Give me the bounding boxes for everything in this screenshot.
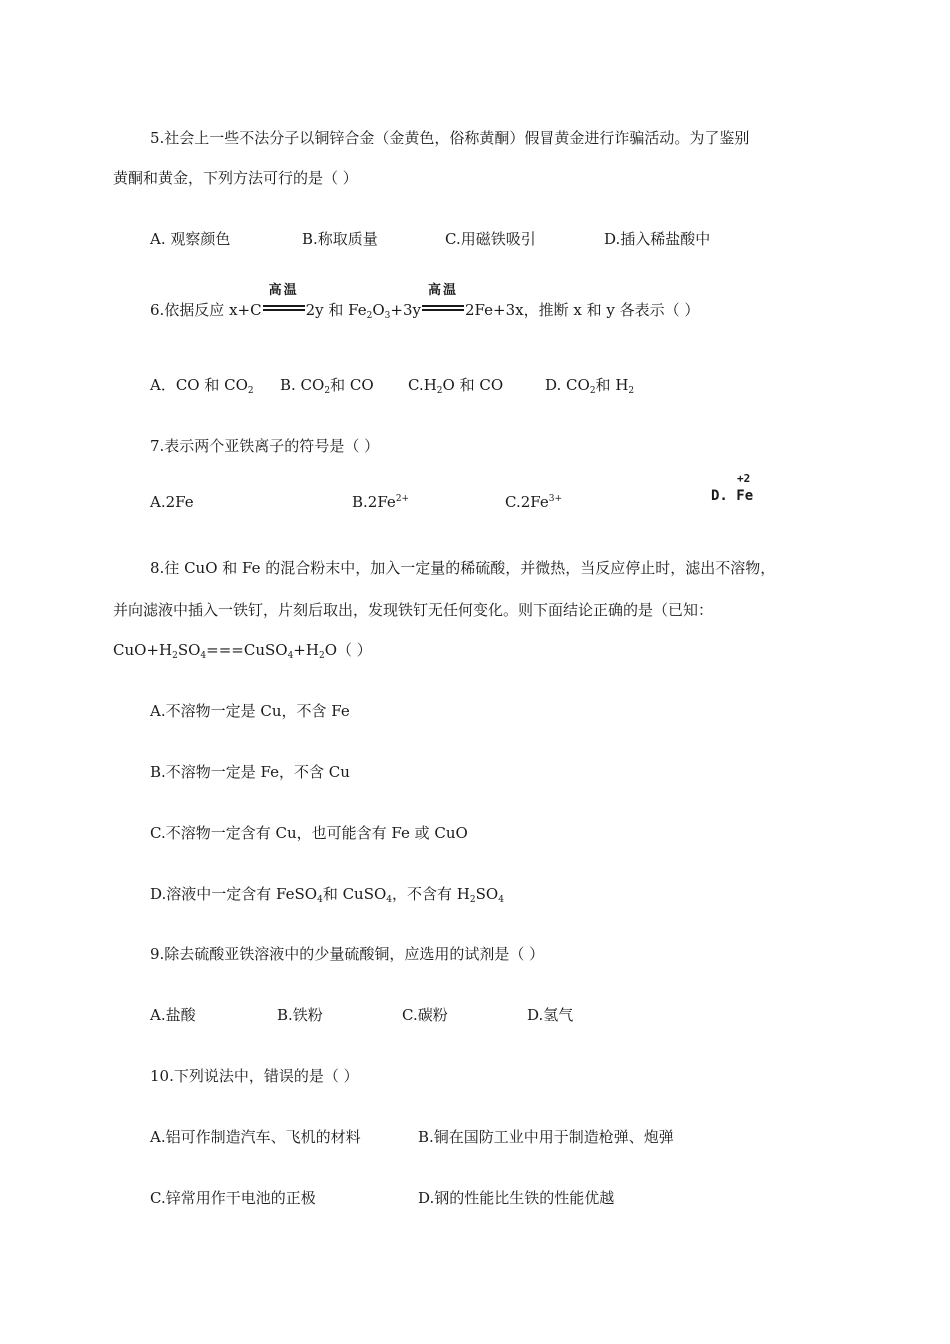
q8-stem-line1: 8.往 CuO 和 Fe 的混合粉末中，加入一定量的稀硫酸，并微热，当反应停止时，滤出不溶物， (150, 559, 776, 577)
q5-option-c: C.用磁铁吸引 (445, 230, 536, 248)
q8-option-c: C.不溶物一定含有 Cu，也可能含有 Fe 或 CuO (150, 824, 468, 842)
q9-option-b: B.铁粉 (277, 1006, 323, 1024)
high-temp-condition-2: 高温 (427, 283, 458, 298)
q5-option-b: B.称取质量 (302, 230, 378, 248)
q6-option-b: B. $CO_2$和 CO (280, 376, 374, 396)
q6-option-a: A．CO 和 $CO_2$ (150, 376, 254, 396)
q6-mid2: O (372, 301, 385, 319)
q8-option-d: D.溶液中一定含有 FeSO$_4$和 CuSO$_4$，不含有 $H_2SO_4$ (150, 885, 504, 905)
q7-option-d-label: D. Fe (711, 488, 754, 504)
reaction-arrow-high-temp-1 (263, 283, 305, 317)
q6-mid3: +3y (390, 301, 421, 319)
q9-option-a: A.盐酸 (150, 1006, 196, 1024)
valence-plus-2: +2 (737, 472, 751, 485)
q6-option-c: $C.H_2O$ 和 CO (408, 376, 504, 396)
q6-sub3: 3 (384, 311, 391, 321)
q9-option-c: C.碳粉 (402, 1006, 448, 1024)
q6-option-d: D. $CO_2$和 $H_2$ (545, 376, 635, 396)
q7-option-c: $C.2Fe^{3+}$ (505, 493, 562, 511)
q8-stem-line2: 并向滤液中插入一铁钉，片刻后取出，发现铁钉无任何变化。则下面结论正确的是（已知： (113, 601, 714, 619)
q5-stem-line1: 5.社会上一些不法分子以铜锌合金（金黄色，俗称黄酮）假冒黄金进行诈骗活动。为了鉴别 (150, 129, 750, 147)
reaction-arrow-high-temp-2 (422, 283, 464, 317)
q7-option-a: A.2Fe (150, 493, 194, 511)
q6-stem (150, 283, 700, 321)
q9-stem: 9.除去硫酸亚铁溶液中的少量硫酸铜，应选用的试剂是（ ） (150, 945, 545, 963)
q7-option-d (711, 472, 754, 504)
q10-option-c: C.锌常用作干电池的正极 (150, 1189, 316, 1207)
q7-option-b: $B.2Fe^{2+}$ (352, 493, 410, 511)
q6-sub2: 2 (366, 311, 373, 321)
q5-option-a: A. 观察颜色 (150, 230, 231, 248)
q5-option-d: D.插入稀盐酸中 (604, 230, 711, 248)
q10-option-b: B.铜在国防工业中用于制造枪弹、炮弹 (418, 1128, 674, 1146)
q10-option-d: D.钢的性能比生铁的性能优越 (418, 1189, 615, 1207)
q6-prefix: 6.依据反应 x+C (150, 301, 262, 319)
high-temp-condition-1: 高温 (268, 283, 299, 298)
q8-equation: $CuO+H_2SO_4===CuSO_4+H_2O$（ ） (113, 641, 372, 661)
q9-option-d: D.氢气 (527, 1006, 574, 1024)
q6-suffix: 2Fe+3x，推断 x 和 y 各表示（ ） (465, 301, 700, 319)
q7-stem: 7.表示两个亚铁离子的符号是（ ） (150, 437, 380, 455)
q8-option-b: B.不溶物一定是 Fe，不含 Cu (150, 763, 350, 781)
q10-stem: 10.下列说法中，错误的是（ ） (150, 1067, 359, 1085)
q8-option-a: A.不溶物一定是 Cu，不含 Fe (150, 702, 350, 720)
q5-stem-line2: 黄酮和黄金，下列方法可行的是（ ） (113, 169, 358, 187)
q10-option-a: A.铝可作制造汽车、飞机的材料 (150, 1128, 361, 1146)
q6-mid1: 2y 和 Fe (305, 301, 367, 319)
